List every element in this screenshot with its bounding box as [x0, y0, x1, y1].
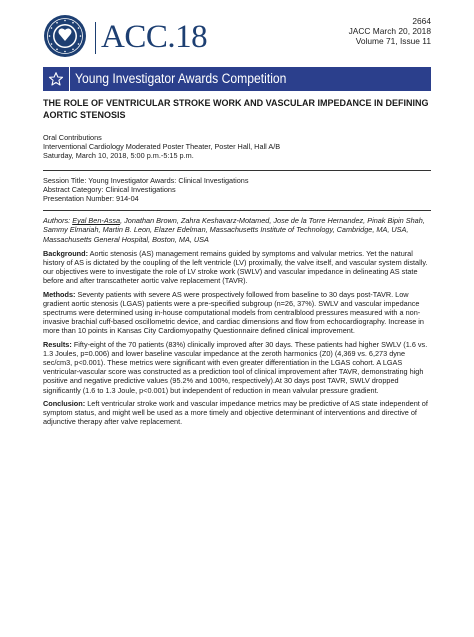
logo-divider: [95, 22, 96, 54]
abstract-content: [43, 98, 431, 430]
banner-icon-box: [43, 67, 70, 91]
acc-seal-icon: [43, 14, 87, 58]
abstract-title: THE ROLE OF VENTRICULAR STROKE WORK AND VASCULAR IMPEDANCE IN DEFINING AORTIC STENOSIS: [43, 98, 429, 120]
methods-section: [43, 290, 431, 336]
authors: [43, 216, 431, 244]
session-info: [43, 176, 431, 204]
section-text: Left ventricular stroke work and vascular impedance metrics may be predictive of AS state independent of symptom status, and might well be used as a more timely and objective determinant of interventions and directive of adjunctive therapy after valve replacement.: [43, 398, 428, 427]
session-title: Session Title: Young Investigator Awards: Clinical Investigations: [43, 175, 249, 185]
presentation-info: [43, 133, 431, 161]
section-heading: Background:: [43, 248, 88, 258]
section-text: Fifty-eight of the 70 patients (83%) clinically improved after 30 days. These patients had higher SWLV (1.6 vs. 1.3 Joules, p=0.006) and lower baseline vascular impedance at the zeroth harmonics (Z0) (4,369 vs. 6,273 dyne sec/cm3, p<0.001). These metrics were significant with even greater differentiation in the LGAS cohort. A LGAS ventricular-vascular score was constructed as a prediction tool of clinical improvement after TAVR, demonstrating high positive and negative predictive values (95.2% and 100%, respectively).At 30 days post TAVR, SWLV dropped significantly (1.6 to 1.3 Joule, p<0.001) but independent of reduction in mean valvular pressure gradient.: [43, 339, 428, 395]
section-banner: [43, 67, 431, 91]
journal-volume: Volume 71, Issue 11: [355, 36, 431, 46]
section-heading: Conclusion:: [43, 398, 86, 408]
first-author: Eyal Ben-Assa: [72, 216, 121, 226]
section-heading: Results:: [43, 339, 72, 349]
journal-citation: [349, 16, 431, 46]
presentation-datetime: Saturday, March 10, 2018, 5:00 p.m.-5:15 p.m.: [43, 151, 194, 161]
page-header: [43, 14, 431, 64]
section-heading: Methods:: [43, 289, 76, 299]
section-text: Seventy patients with severe AS were prospectively followed from baseline to 30 days post-TAVR. Low gradient aortic stenosis (LGAS) patients were a pre-specified subgroup (n=26, 37%). SWLV and vascular impedance spectrums were determined using in-house computational models from centralblood pressures measured with a non-invasive brachial cuff-based oscillometric device, and cardiac dimensions and flow from echocardiography. Increase in more than 10 points in Kansas City Cardiomyopathy Questionnaire defined clinical improvement.: [43, 289, 424, 336]
logo-text: ACC.18: [101, 19, 208, 55]
star-icon: [48, 71, 64, 87]
presentation-session: Interventional Cardiology Moderated Poster Theater, Poster Hall, Hall A/B: [43, 142, 281, 152]
presentation-type: Oral Contributions: [43, 133, 102, 142]
background-section: [43, 249, 431, 286]
presentation-number: Presentation Number: 914-04: [43, 194, 139, 204]
page-number: 2664: [412, 16, 431, 26]
divider: [43, 170, 431, 171]
authors-label: Authors:: [43, 216, 73, 226]
results-section: [43, 340, 431, 395]
authors-rest: , Jonathan Brown, Zahra Keshavarz-Motamed, Jose de la Torre Hernandez, Pinak Bipin Shah, Sammy Elmariah, Martin B. Leon, Elazer Edelman, Massachusetts Institute of Technology, Cambridge, MA, USA, Massachusetts General Hospital, Boston, MA, USA: [43, 216, 425, 244]
journal-date: JACC March 20, 2018: [348, 26, 431, 36]
section-text: Aortic stenosis (AS) management remains guided by symptoms and valvular metrics. Yet the natural history of AS is dictated by the coupling of the left ventricle (LV) proximally, the valve itself, and vascular system distally. our objectives were to investigate the role of LV stroke work (SWLV) and vascular impedance in delineating AS state before and after transcatheter aortic valve replacement (TAVR).: [43, 248, 428, 286]
conclusion-section: [43, 399, 431, 427]
divider: [43, 210, 431, 211]
banner-title: Young Investigator Awards Competition: [75, 71, 287, 86]
abstract-category: Abstract Category: Clinical Investigations: [43, 184, 176, 194]
